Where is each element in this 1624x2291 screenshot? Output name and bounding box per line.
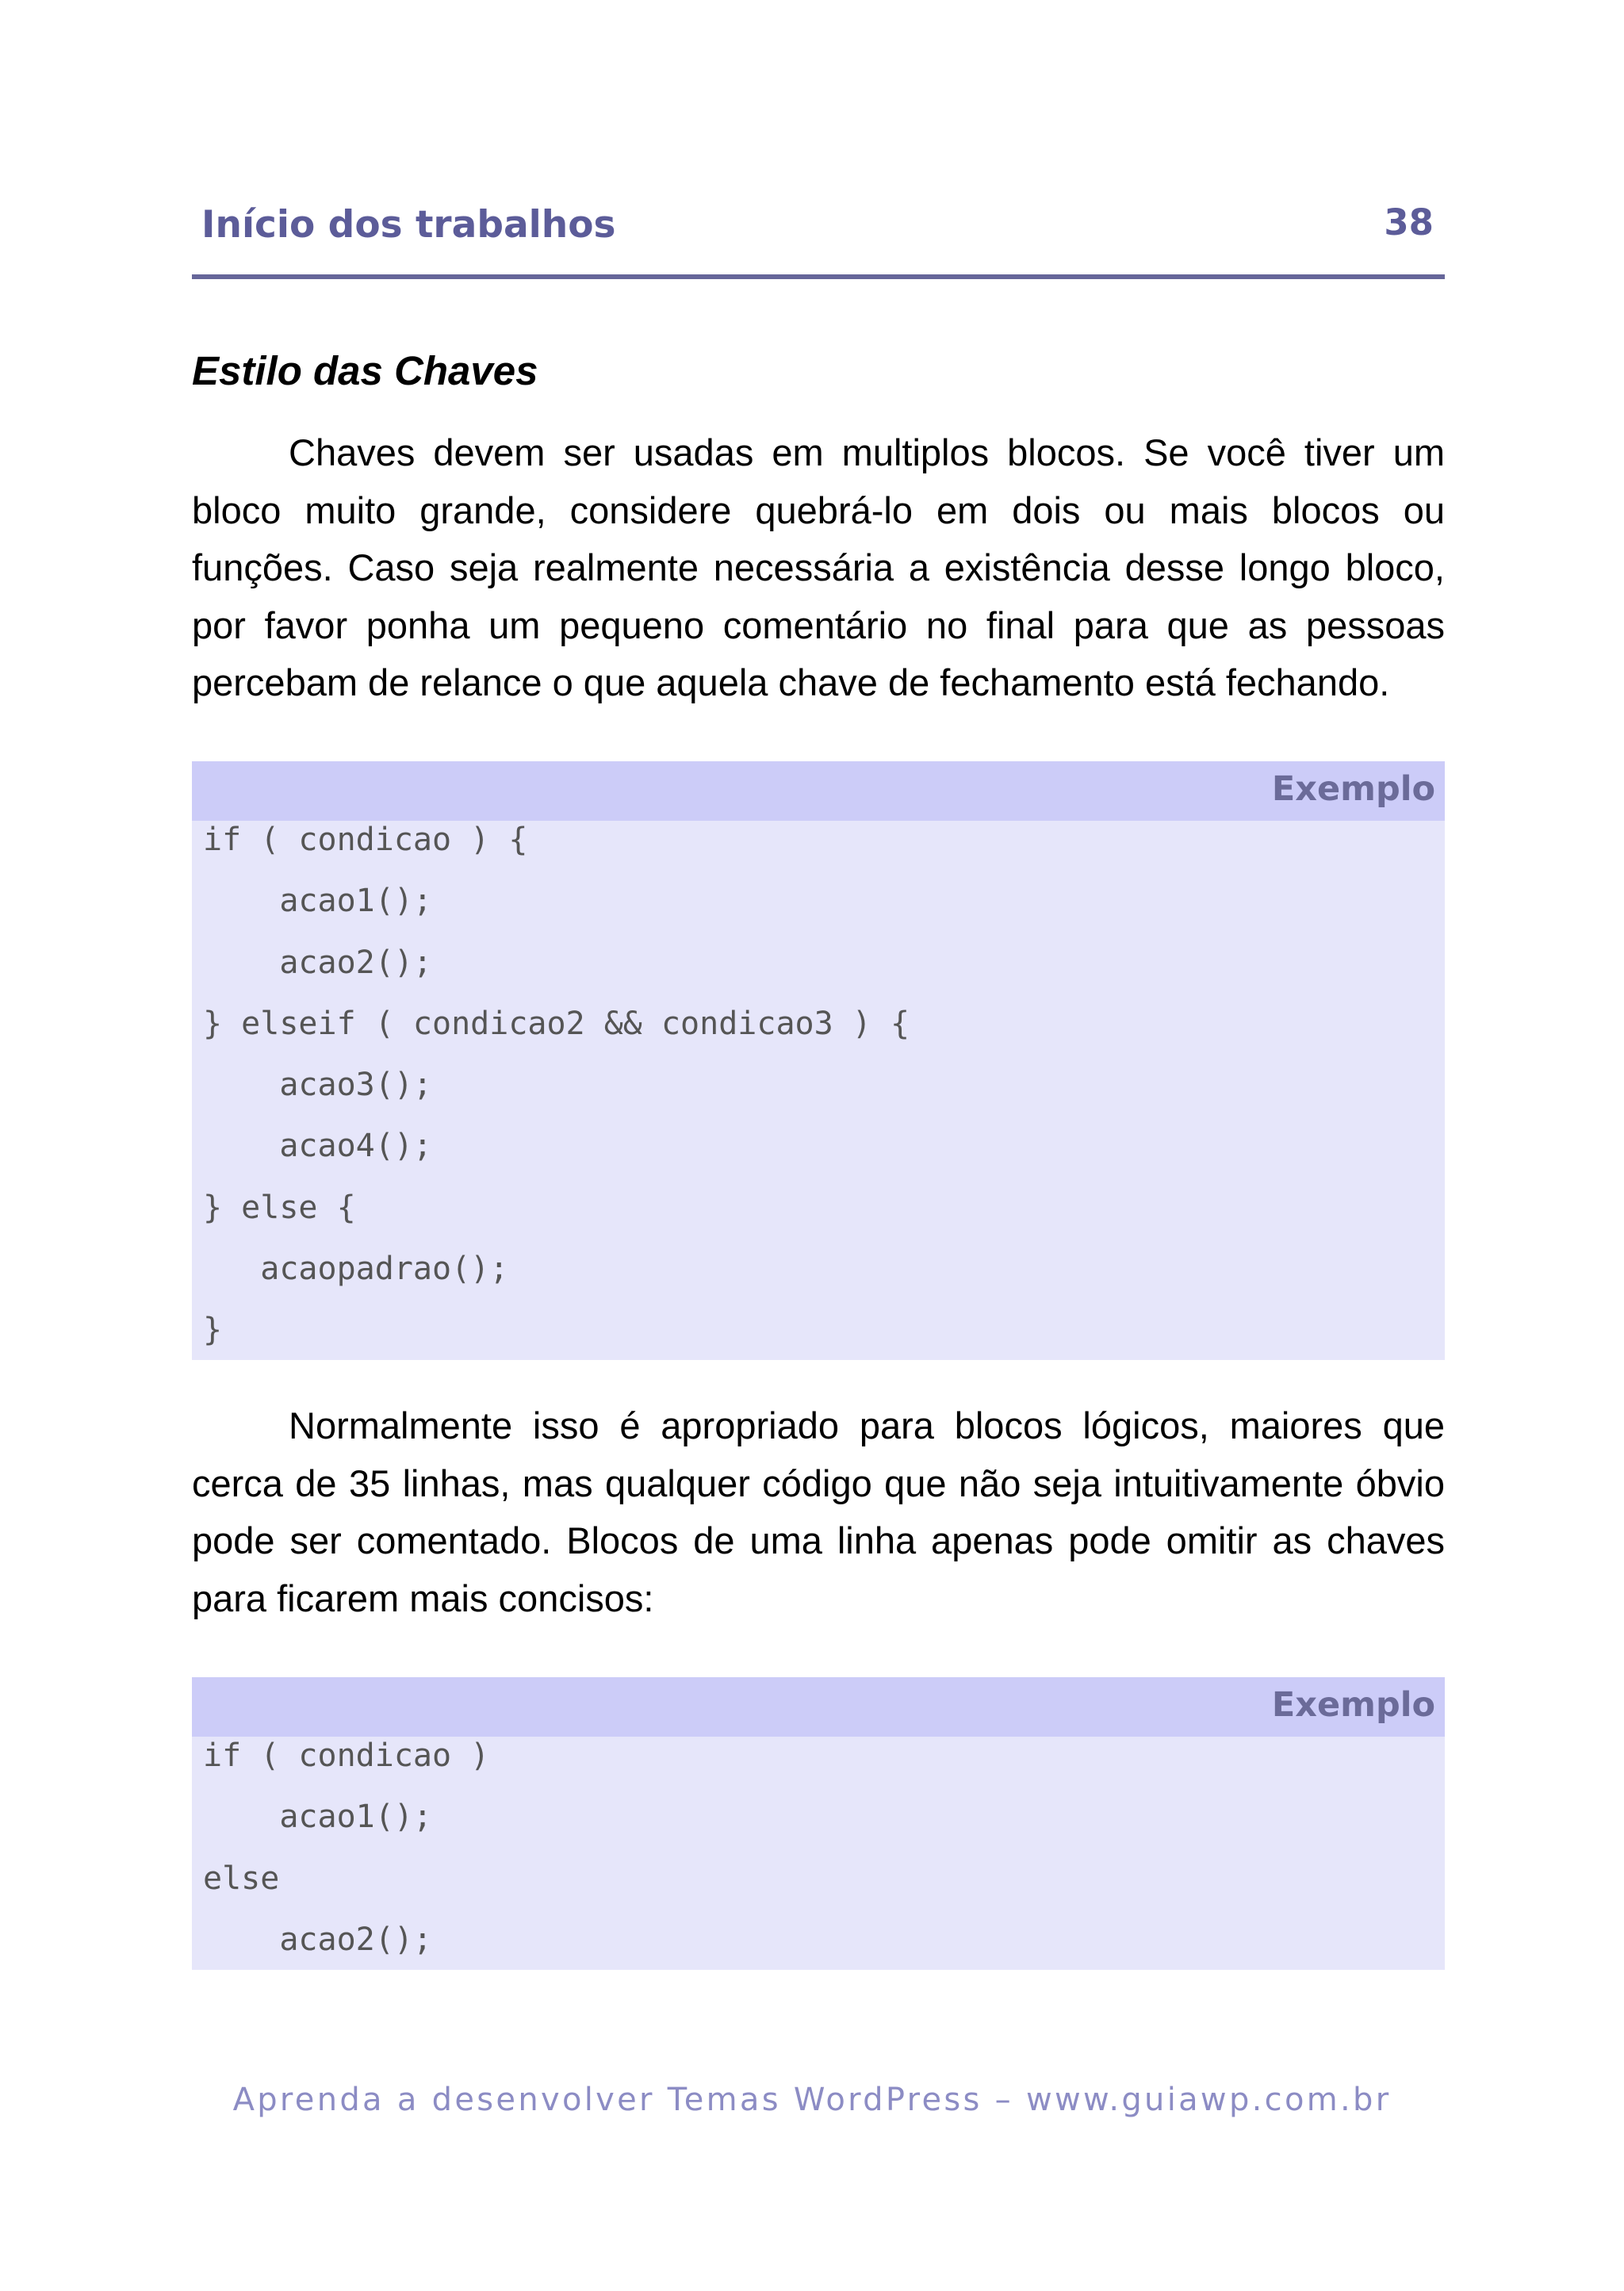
code-example-label: Exemplo <box>1271 1685 1435 1725</box>
code-line: } elseif ( condicao2 && condicao3 ) { <box>203 1005 910 1042</box>
section-heading: Estilo das Chaves <box>192 348 538 393</box>
code-line: if ( condicao ) <box>203 1737 490 1774</box>
code-line: acao4(); <box>203 1128 432 1165</box>
code-line: acao2(); <box>203 944 432 981</box>
code-line: } else { <box>203 1189 356 1226</box>
page-number: 38 <box>1384 201 1434 243</box>
code-line: acao2(); <box>203 1921 432 1958</box>
code-block <box>192 1726 1445 1971</box>
page-header <box>192 198 1445 279</box>
chapter-title: Início dos trabalhos <box>201 203 616 247</box>
code-example-label: Exemplo <box>1271 769 1435 809</box>
paragraph-followup: Normalmente isso é apropriado para blocos lógicos, maiores que cerca de 35 linhas, mas qualquer código que não seja intuitivamente óbvio pode ser comentado. Blocos de uma linha apenas pode omitir as chaves para ficarem mais concisos: <box>192 1404 1445 1619</box>
code-line: acao3(); <box>203 1067 432 1104</box>
code-line: } <box>203 1312 223 1349</box>
code-line: acao1(); <box>203 883 432 920</box>
code-line: else <box>203 1860 280 1897</box>
code-line: acao1(); <box>203 1799 432 1836</box>
page-footer: Aprenda a desenvolver Temas WordPress – www.guiawp.com.br <box>232 2082 1392 2118</box>
code-example-header <box>192 1677 1445 1737</box>
code-line: if ( condicao ) { <box>203 822 528 858</box>
paragraph-intro: Chaves devem ser usadas em multiplos blocos. Se você tiver um bloco muito grande, considere quebrá-lo em dois ou mais blocos ou funções. Caso seja realmente necessária a existência desse longo bloco, por favor ponha um pequeno comentário no final para que as pessoas percebam de relance o que aquela chave de fechamento está fechando. <box>192 431 1445 703</box>
code-block <box>192 810 1445 1362</box>
code-example-2 <box>192 1677 1445 1970</box>
code-example-1 <box>192 761 1445 1360</box>
code-line: acaopadrao(); <box>203 1251 509 1288</box>
code-example-header <box>192 761 1445 821</box>
